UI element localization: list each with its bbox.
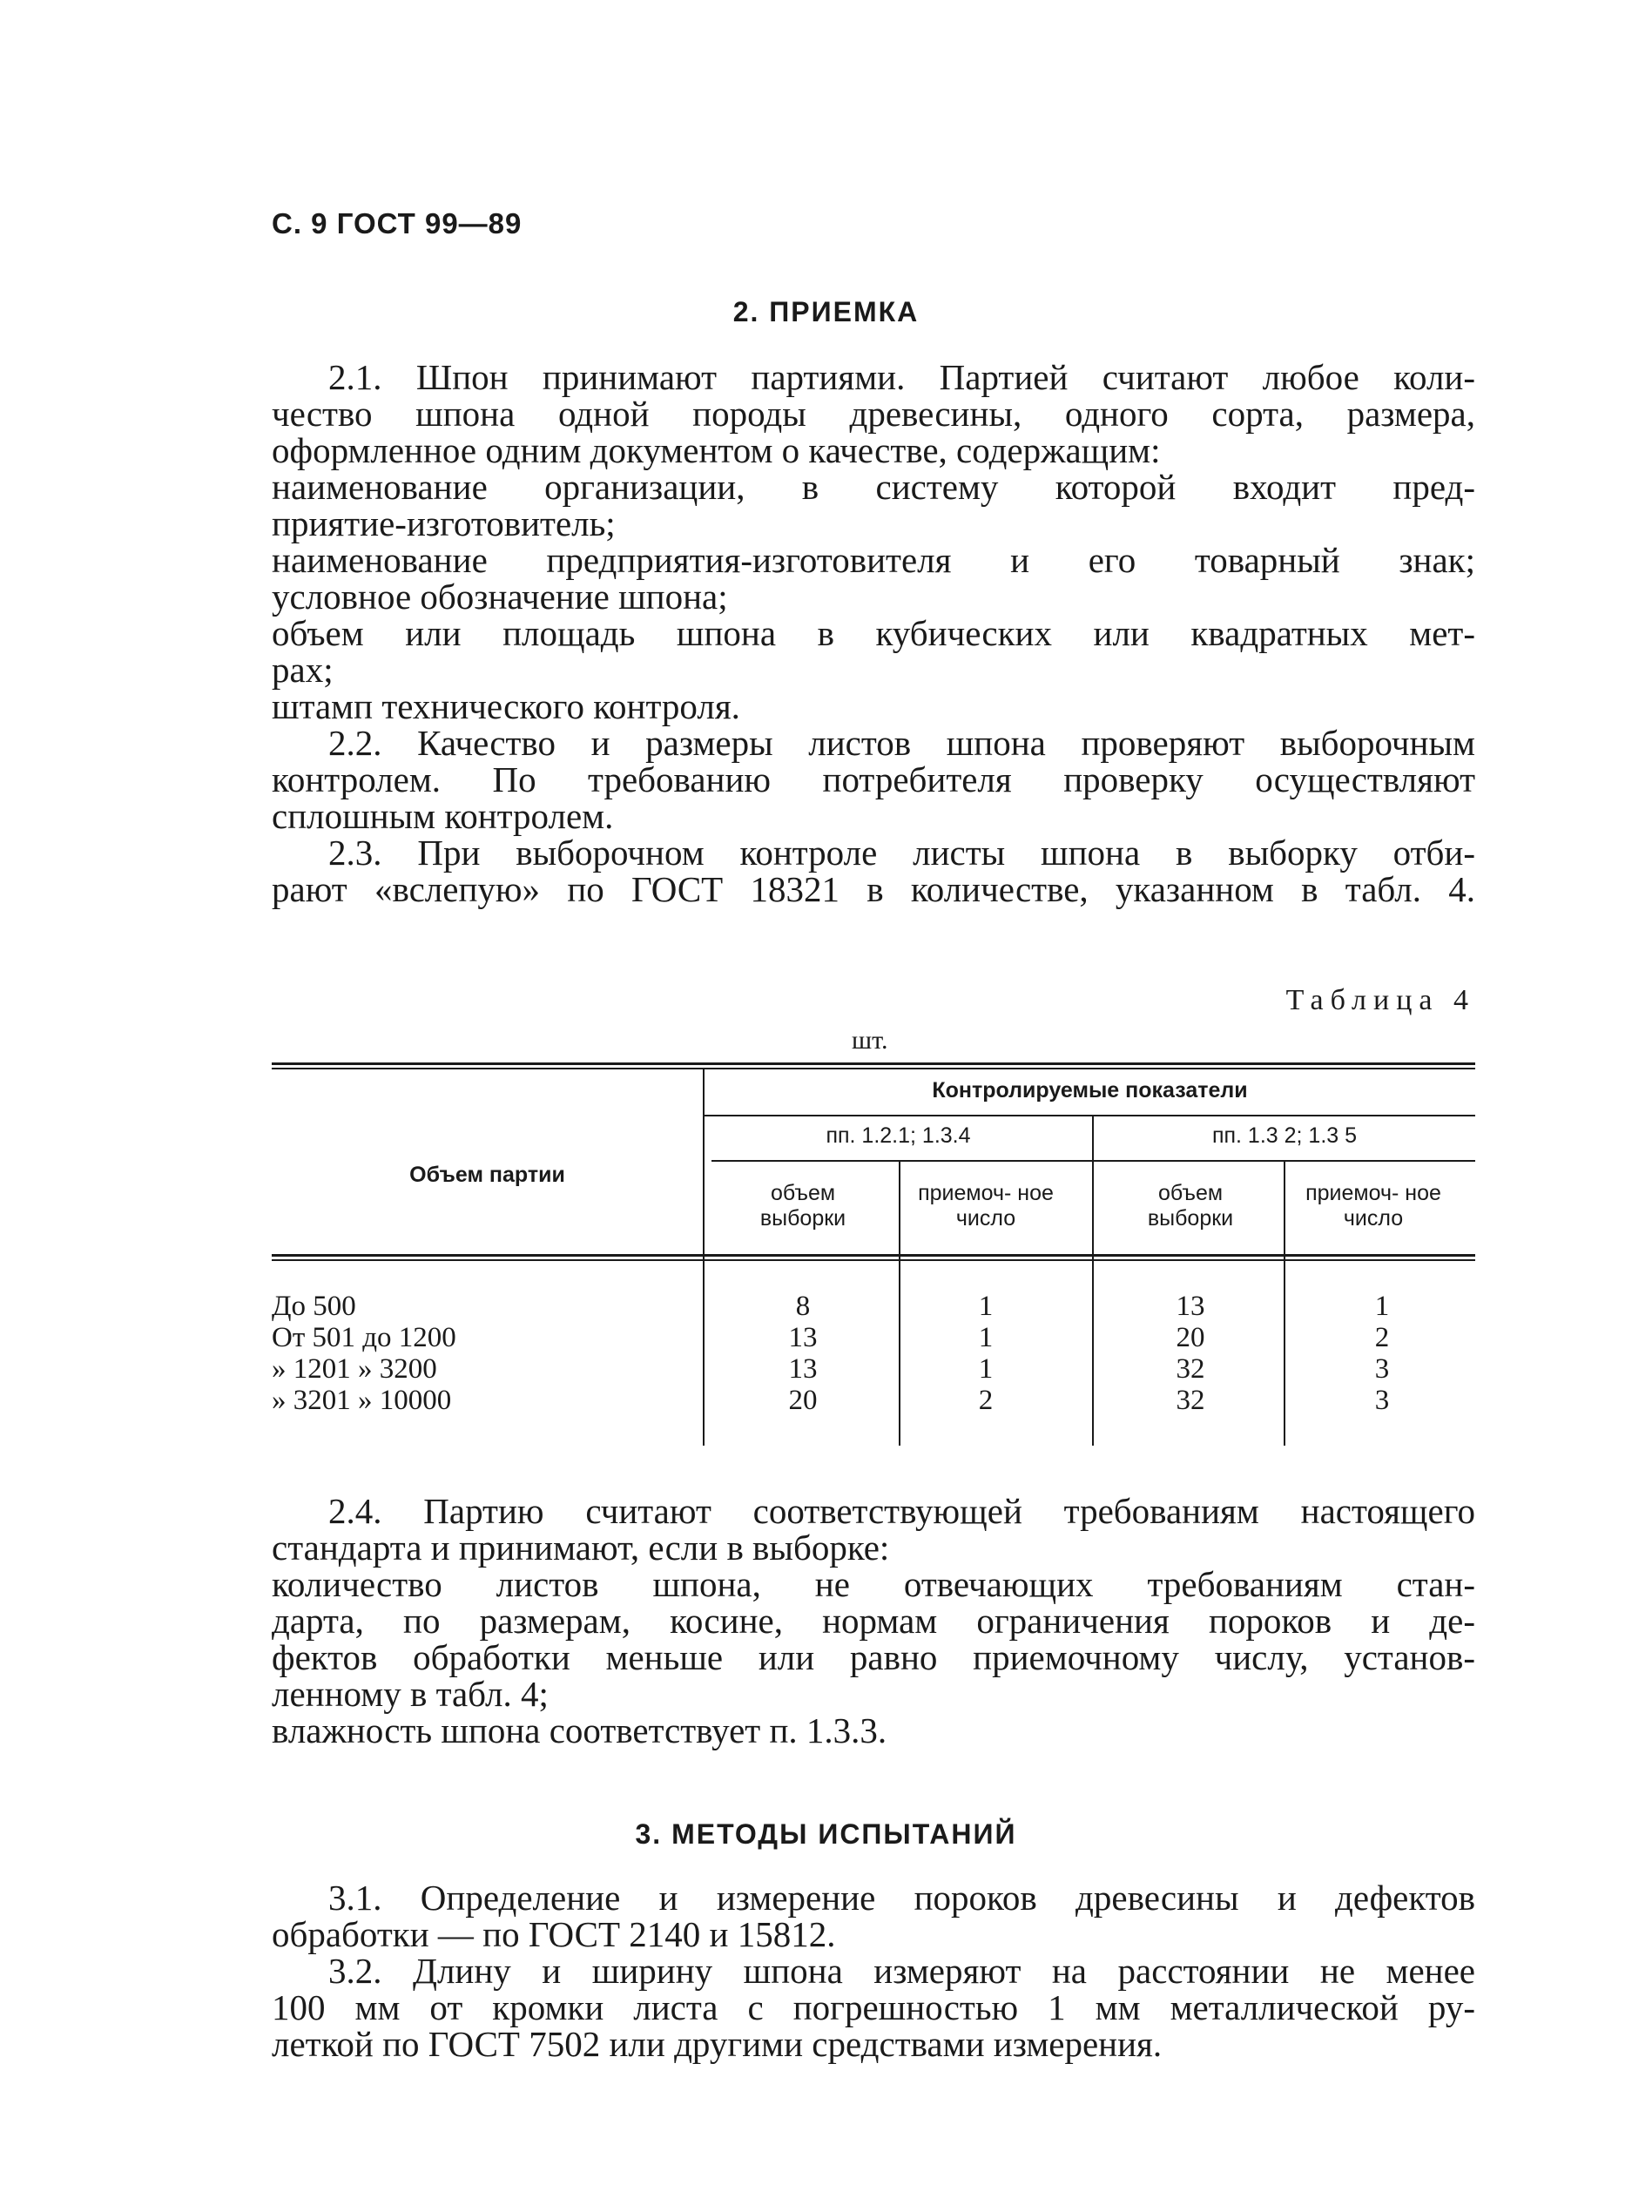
table-cell: 13 (788, 1353, 818, 1385)
table-top-rule (272, 1062, 1475, 1065)
table-cell: 20 (788, 1385, 818, 1416)
paragraph-line: 3.1. Определение и измерение пороков древесины и дефектов (328, 1878, 1475, 1918)
table-cell: 2 (1374, 1322, 1390, 1353)
section-2-title: 2. ПРИЕМКА (732, 296, 920, 327)
table-top-rule-2 (272, 1068, 1475, 1069)
table-cell: 32 (1176, 1385, 1205, 1416)
paragraph-line: обработки — по ГОСТ 2140 и 15812. (272, 1914, 836, 1954)
header-sample-1: объем выборки (759, 1181, 846, 1231)
paragraph-line: рают «вслепую» по ГОСТ 18321 в количестве, указанном в табл. 4. (272, 869, 1475, 909)
paragraph-line: дарта, по размерам, косине, нормам ограничения пороков и де- (272, 1601, 1475, 1641)
paragraph-line: 100 мм от кромки листа с погрешностью 1 мм металлической ру- (272, 1987, 1475, 2027)
section-2-continued (272, 1493, 1475, 1749)
paragraph-line: штамп технического контроля. (272, 686, 740, 726)
table-unit: шт. (852, 1026, 888, 1055)
table-cell: 2 (978, 1385, 994, 1416)
paragraph-line: фектов обработки меньше или равно приемочному числу, установ- (272, 1637, 1475, 1677)
subheader-1: пп. 1.2.1; 1.3.4 (826, 1123, 971, 1148)
section-2-text (272, 359, 1475, 907)
table-cell: 3 (1374, 1385, 1390, 1416)
paragraph-line: наименование организации, в систему которой входит пред- (272, 467, 1475, 507)
table-header-rule-2 (272, 1259, 1475, 1261)
paragraph-line: оформленное одним документом о качестве, содержащим: (272, 430, 1161, 470)
table-vline-mid (1092, 1115, 1094, 1446)
paragraph-line: стандарта и принимают, если в выборке: (272, 1527, 890, 1568)
table-cell: 1 (1374, 1291, 1390, 1322)
paragraph-line: 3.2. Длину и ширину шпона измеряют на расстоянии не менее (328, 1951, 1475, 1991)
paragraph-line: сплошным контролем. (272, 796, 614, 836)
paragraph-line: 2.3. При выборочном контроле листы шпона в выборку отби- (328, 833, 1475, 873)
table-4 (272, 1062, 1475, 1446)
paragraph-line: рах; (272, 650, 334, 690)
table-cell: 13 (788, 1322, 818, 1353)
table-cell: 1 (978, 1291, 994, 1322)
paragraph-line: условное обозначение шпона; (272, 577, 728, 617)
paragraph-line: приятие-изготовитель; (272, 503, 616, 543)
table-cell: 8 (795, 1291, 811, 1322)
table-cell: 3 (1374, 1353, 1390, 1385)
table-hline-sub (711, 1160, 1475, 1162)
section-3-title: 3. МЕТОДЫ ИСПЫТАНИЙ (635, 1818, 1017, 1850)
paragraph-line: 2.2. Качество и размеры листов шпона проверяют выборочным (328, 723, 1475, 763)
paragraph-line: 2.1. Шпон принимают партиями. Партией считают любое коли- (328, 357, 1475, 397)
paragraph-line: наименование предприятия-изготовителя и его товарный знак; (272, 540, 1475, 580)
table-cell: 1 (978, 1353, 994, 1385)
header-accept-2: приемоч- ное число (1305, 1181, 1441, 1231)
table-cell: 13 (1176, 1291, 1205, 1322)
table-row-label: От 501 до 1200 (272, 1322, 456, 1353)
page-header: С. 9 ГОСТ 99—89 (272, 207, 523, 239)
section-3-text (272, 1879, 1475, 2062)
column-group-header: Контролируемые показатели (932, 1078, 1248, 1103)
paragraph-line: леткой по ГОСТ 7502 или другими средствами измерения. (272, 2024, 1163, 2064)
paragraph-line: 2.4. Партию считают соответствующей требованиям настоящего (328, 1491, 1475, 1531)
table-hline-group (703, 1115, 1475, 1116)
table-vline-1 (899, 1160, 900, 1446)
table-row-label: До 500 (272, 1291, 356, 1322)
paragraph-line: объем или площадь шпона в кубических или квадратных мет- (272, 613, 1475, 653)
paragraph-line: ленному в табл. 4; (272, 1674, 549, 1714)
table-cell: 20 (1176, 1322, 1205, 1353)
table-cell: 32 (1176, 1353, 1205, 1385)
column-header-party: Объем партии (409, 1163, 565, 1187)
table-vline-3 (1284, 1160, 1285, 1446)
paragraph-line: влажность шпона соответствует п. 1.3.3. (272, 1710, 887, 1750)
table-header-rule (272, 1254, 1475, 1257)
paragraph-line: контролем. По требованию потребителя проверку осуществляют (272, 759, 1475, 799)
table-row-label: » 3201 » 10000 (272, 1385, 452, 1416)
table-row-label: » 1201 » 3200 (272, 1353, 437, 1385)
table-caption: Таблица 4 (1285, 984, 1475, 1016)
paragraph-line: чество шпона одной породы древесины, одного сорта, размера, (272, 394, 1475, 434)
subheader-2: пп. 1.3 2; 1.3 5 (1211, 1123, 1358, 1148)
header-accept-1: приемоч- ное число (918, 1181, 1054, 1231)
table-cell: 1 (978, 1322, 994, 1353)
header-sample-2: объем выборки (1147, 1181, 1234, 1231)
paragraph-line: количество листов шпона, не отвечающих требованиям стан- (272, 1564, 1475, 1604)
